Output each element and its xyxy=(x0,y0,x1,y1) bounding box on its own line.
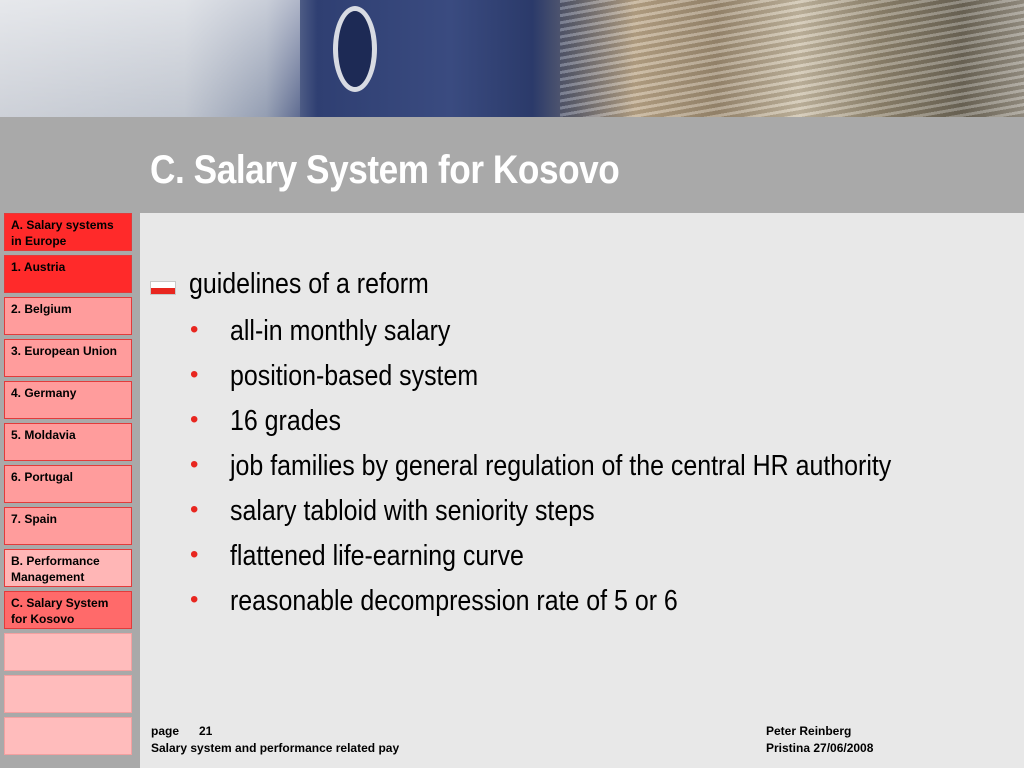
sidebar-item-empty xyxy=(4,717,132,755)
list-item-text: salary tabloid with seniority steps xyxy=(230,495,595,527)
bullet-dot-icon: • xyxy=(190,406,199,433)
sidebar-item-belgium[interactable]: 2. Belgium xyxy=(4,297,132,335)
binder-ring xyxy=(333,6,377,92)
bullet-dot-icon: • xyxy=(190,316,199,343)
bullet-dot-icon: • xyxy=(190,586,199,613)
sidebar-item-portugal[interactable]: 6. Portugal xyxy=(4,465,132,503)
bullet-dot-icon: • xyxy=(190,541,199,568)
bullet-dot-icon: • xyxy=(190,361,199,388)
list-item-text: job families by general regulation of the central HR authority xyxy=(230,450,892,482)
list-item-text: flattened life-earning curve xyxy=(230,540,524,572)
paper-stack xyxy=(560,0,1024,117)
list-item-text: position-based system xyxy=(230,360,479,392)
photo-glare xyxy=(0,0,300,117)
slide-title: C. Salary System for Kosovo xyxy=(150,148,620,192)
footer-place-date: Pristina 27/06/2008 xyxy=(766,741,874,755)
list-item-text: reasonable decompression rate of 5 or 6 xyxy=(230,585,678,617)
sidebar-item-moldavia[interactable]: 5. Moldavia xyxy=(4,423,132,461)
sidebar-item-salary-system-kosovo[interactable]: C. Salary System for Kosovo xyxy=(4,591,132,629)
main-heading: guidelines of a reform xyxy=(189,268,429,300)
sidebar-item-european-union[interactable]: 3. European Union xyxy=(4,339,132,377)
footer-author: Peter Reinberg xyxy=(766,724,852,738)
sidebar-item-performance-management[interactable]: B. Performance Management xyxy=(4,549,132,587)
sidebar-item-germany[interactable]: 4. Germany xyxy=(4,381,132,419)
bullet-dot-icon: • xyxy=(190,451,199,478)
list-item-text: all-in monthly salary xyxy=(230,315,451,347)
sidebar-item-empty xyxy=(4,675,132,713)
sidebar-item-empty xyxy=(4,633,132,671)
header-photo xyxy=(0,0,1024,117)
flag-icon xyxy=(150,281,176,295)
page-number: 21 xyxy=(199,724,213,738)
sidebar-item-salary-systems-europe[interactable]: A. Salary systems in Europe xyxy=(4,213,132,251)
list-item-text: 16 grades xyxy=(230,405,341,437)
page-label: page xyxy=(151,724,180,738)
footer-subtitle: Salary system and performance related pay xyxy=(151,741,400,755)
sidebar-item-spain[interactable]: 7. Spain xyxy=(4,507,132,545)
bullet-dot-icon: • xyxy=(190,496,199,523)
sidebar-item-austria[interactable]: 1. Austria xyxy=(4,255,132,293)
